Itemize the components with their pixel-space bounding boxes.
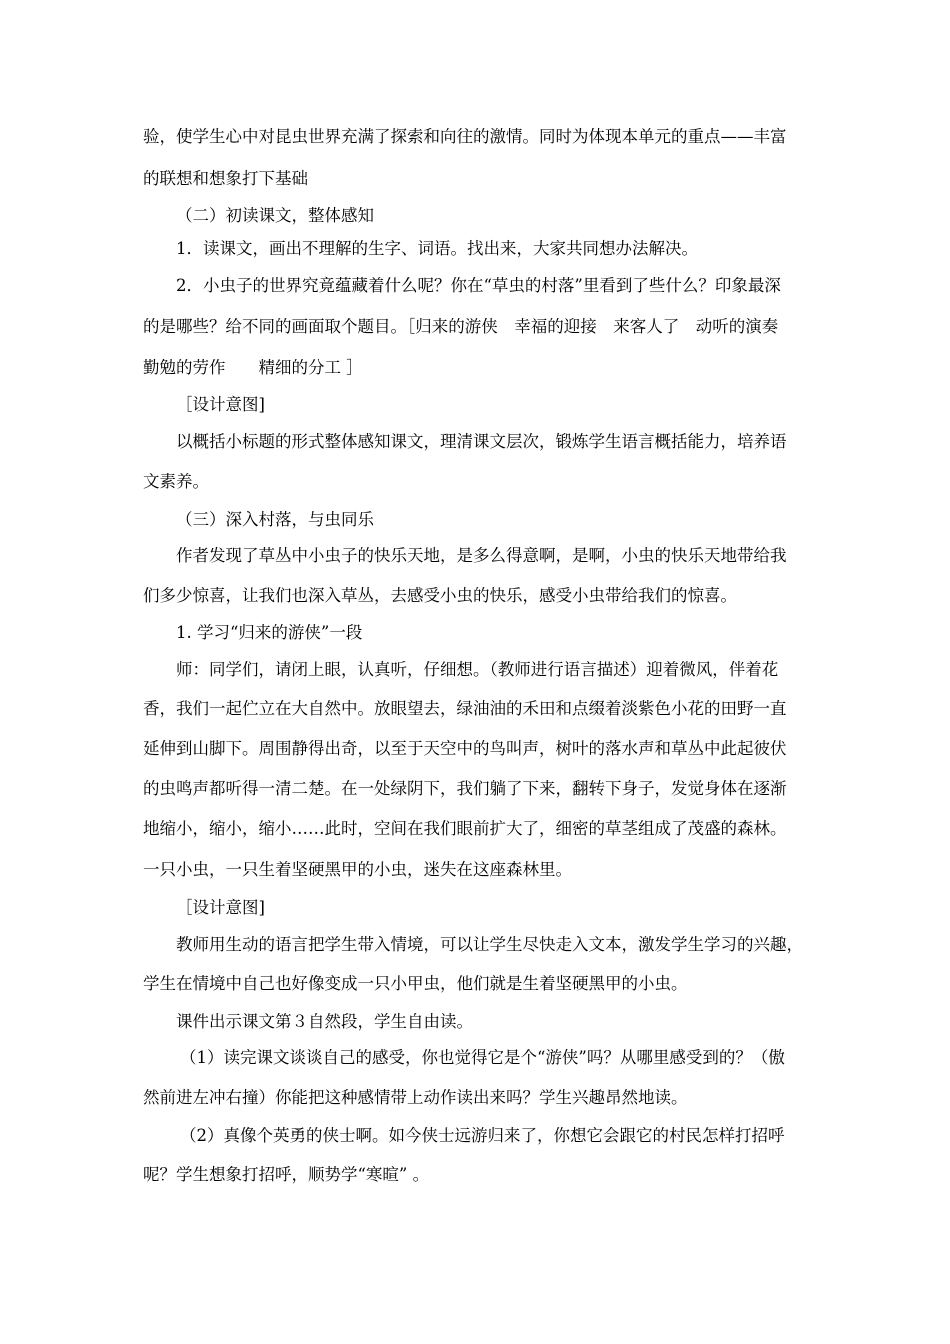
- paragraph-line: 验，使学生心中对昆虫世界充满了探索和向往的激情。同时为体现本单元的重点——丰富: [143, 127, 787, 146]
- design-intent-label: ［设计意图]: [176, 898, 265, 917]
- paragraph-line: 然前进左冲右撞）你能把这种感情带上动作读出来吗？学生兴趣昂然地读。: [143, 1088, 688, 1107]
- paragraph-line: 教师用生动的语言把学生带入情境，可以让学生尽快走入文本，激发学生学习的兴趣，: [176, 935, 803, 954]
- paragraph-line: （1）读完课文谈谈自己的感受，你也觉得它是个“游侠”吗？从哪里感受到的？（傲: [180, 1048, 785, 1067]
- paragraph-line: 1．读课文，画出不理解的生字、词语。找出来，大家共同想办法解决。: [176, 239, 698, 258]
- paragraph-line: 香，我们一起伫立在大自然中。放眼望去，绿油油的禾田和点缀着淡紫色小花的田野一直: [143, 699, 787, 718]
- paragraph-line: 的联想和想象打下基础: [143, 169, 308, 188]
- paragraph-line: （2）真像个英勇的侠士啊。如今侠士远游归来了，你想它会跟它的村民怎样打招呼: [180, 1126, 785, 1145]
- paragraph-line: 的是哪些？给不同的画面取个题目。［归来的游侠 幸福的迎接 来客人了 动听的演奏: [143, 317, 779, 336]
- paragraph-line: 的虫鸣声都听得一清二楚。在一处绿阴下，我们躺了下来，翻转下身子，发觉身体在逐渐: [143, 779, 787, 798]
- paragraph-line: 地缩小，缩小，缩小……此时，空间在我们眼前扩大了，细密的草茎组成了茂盛的森林。: [143, 819, 787, 838]
- paragraph-line: 师：同学们，请闭上眼，认真听，仔细想。（教师进行语言描述）迎着微风，伴着花: [176, 660, 779, 679]
- paragraph-line: 们多少惊喜，让我们也深入草丛，去感受小虫的快乐，感受小虫带给我们的惊喜。: [143, 586, 737, 605]
- subsection-heading: 1. 学习“归来的游侠”一段: [176, 623, 363, 642]
- paragraph-line: 作者发现了草丛中小虫子的快乐天地，是多么得意啊，是啊，小虫的快乐天地带给我: [176, 546, 787, 565]
- paragraph-line: 学生在情境中自己也好像变成一只小甲虫，他们就是生着坚硬黑甲的小虫。: [143, 974, 688, 993]
- paragraph-line: 以概括小标题的形式整体感知课文，理清课文层次，锻炼学生语言概括能力，培养语: [176, 432, 787, 451]
- paragraph-line: 课件出示课文第３自然段，学生自由读。: [176, 1012, 473, 1031]
- design-intent-label: ［设计意图]: [176, 395, 265, 414]
- paragraph-line: 文素养。: [143, 472, 209, 491]
- section-heading: （三）深入村落，与虫同乐: [176, 510, 374, 529]
- paragraph-line: 延伸到山脚下。周围静得出奇，以至于天空中的鸟叫声，树叶的落水声和草丛中此起彼伏: [143, 739, 787, 758]
- paragraph-line: 2．小虫子的世界究竟蕴藏着什么呢？你在“草虫的村落”里看到了些什么？印象最深: [176, 276, 781, 295]
- section-heading: （二）初读课文，整体感知: [176, 206, 374, 225]
- paragraph-line: 勤勉的劳作 精细的分工 ］: [143, 358, 363, 377]
- paragraph-line: 呢？学生想象打招呼，顺势学“寒暄” 。: [143, 1165, 430, 1184]
- paragraph-line: 一只小虫，一只生着坚硬黑甲的小虫，迷失在这座森林里。: [143, 860, 572, 879]
